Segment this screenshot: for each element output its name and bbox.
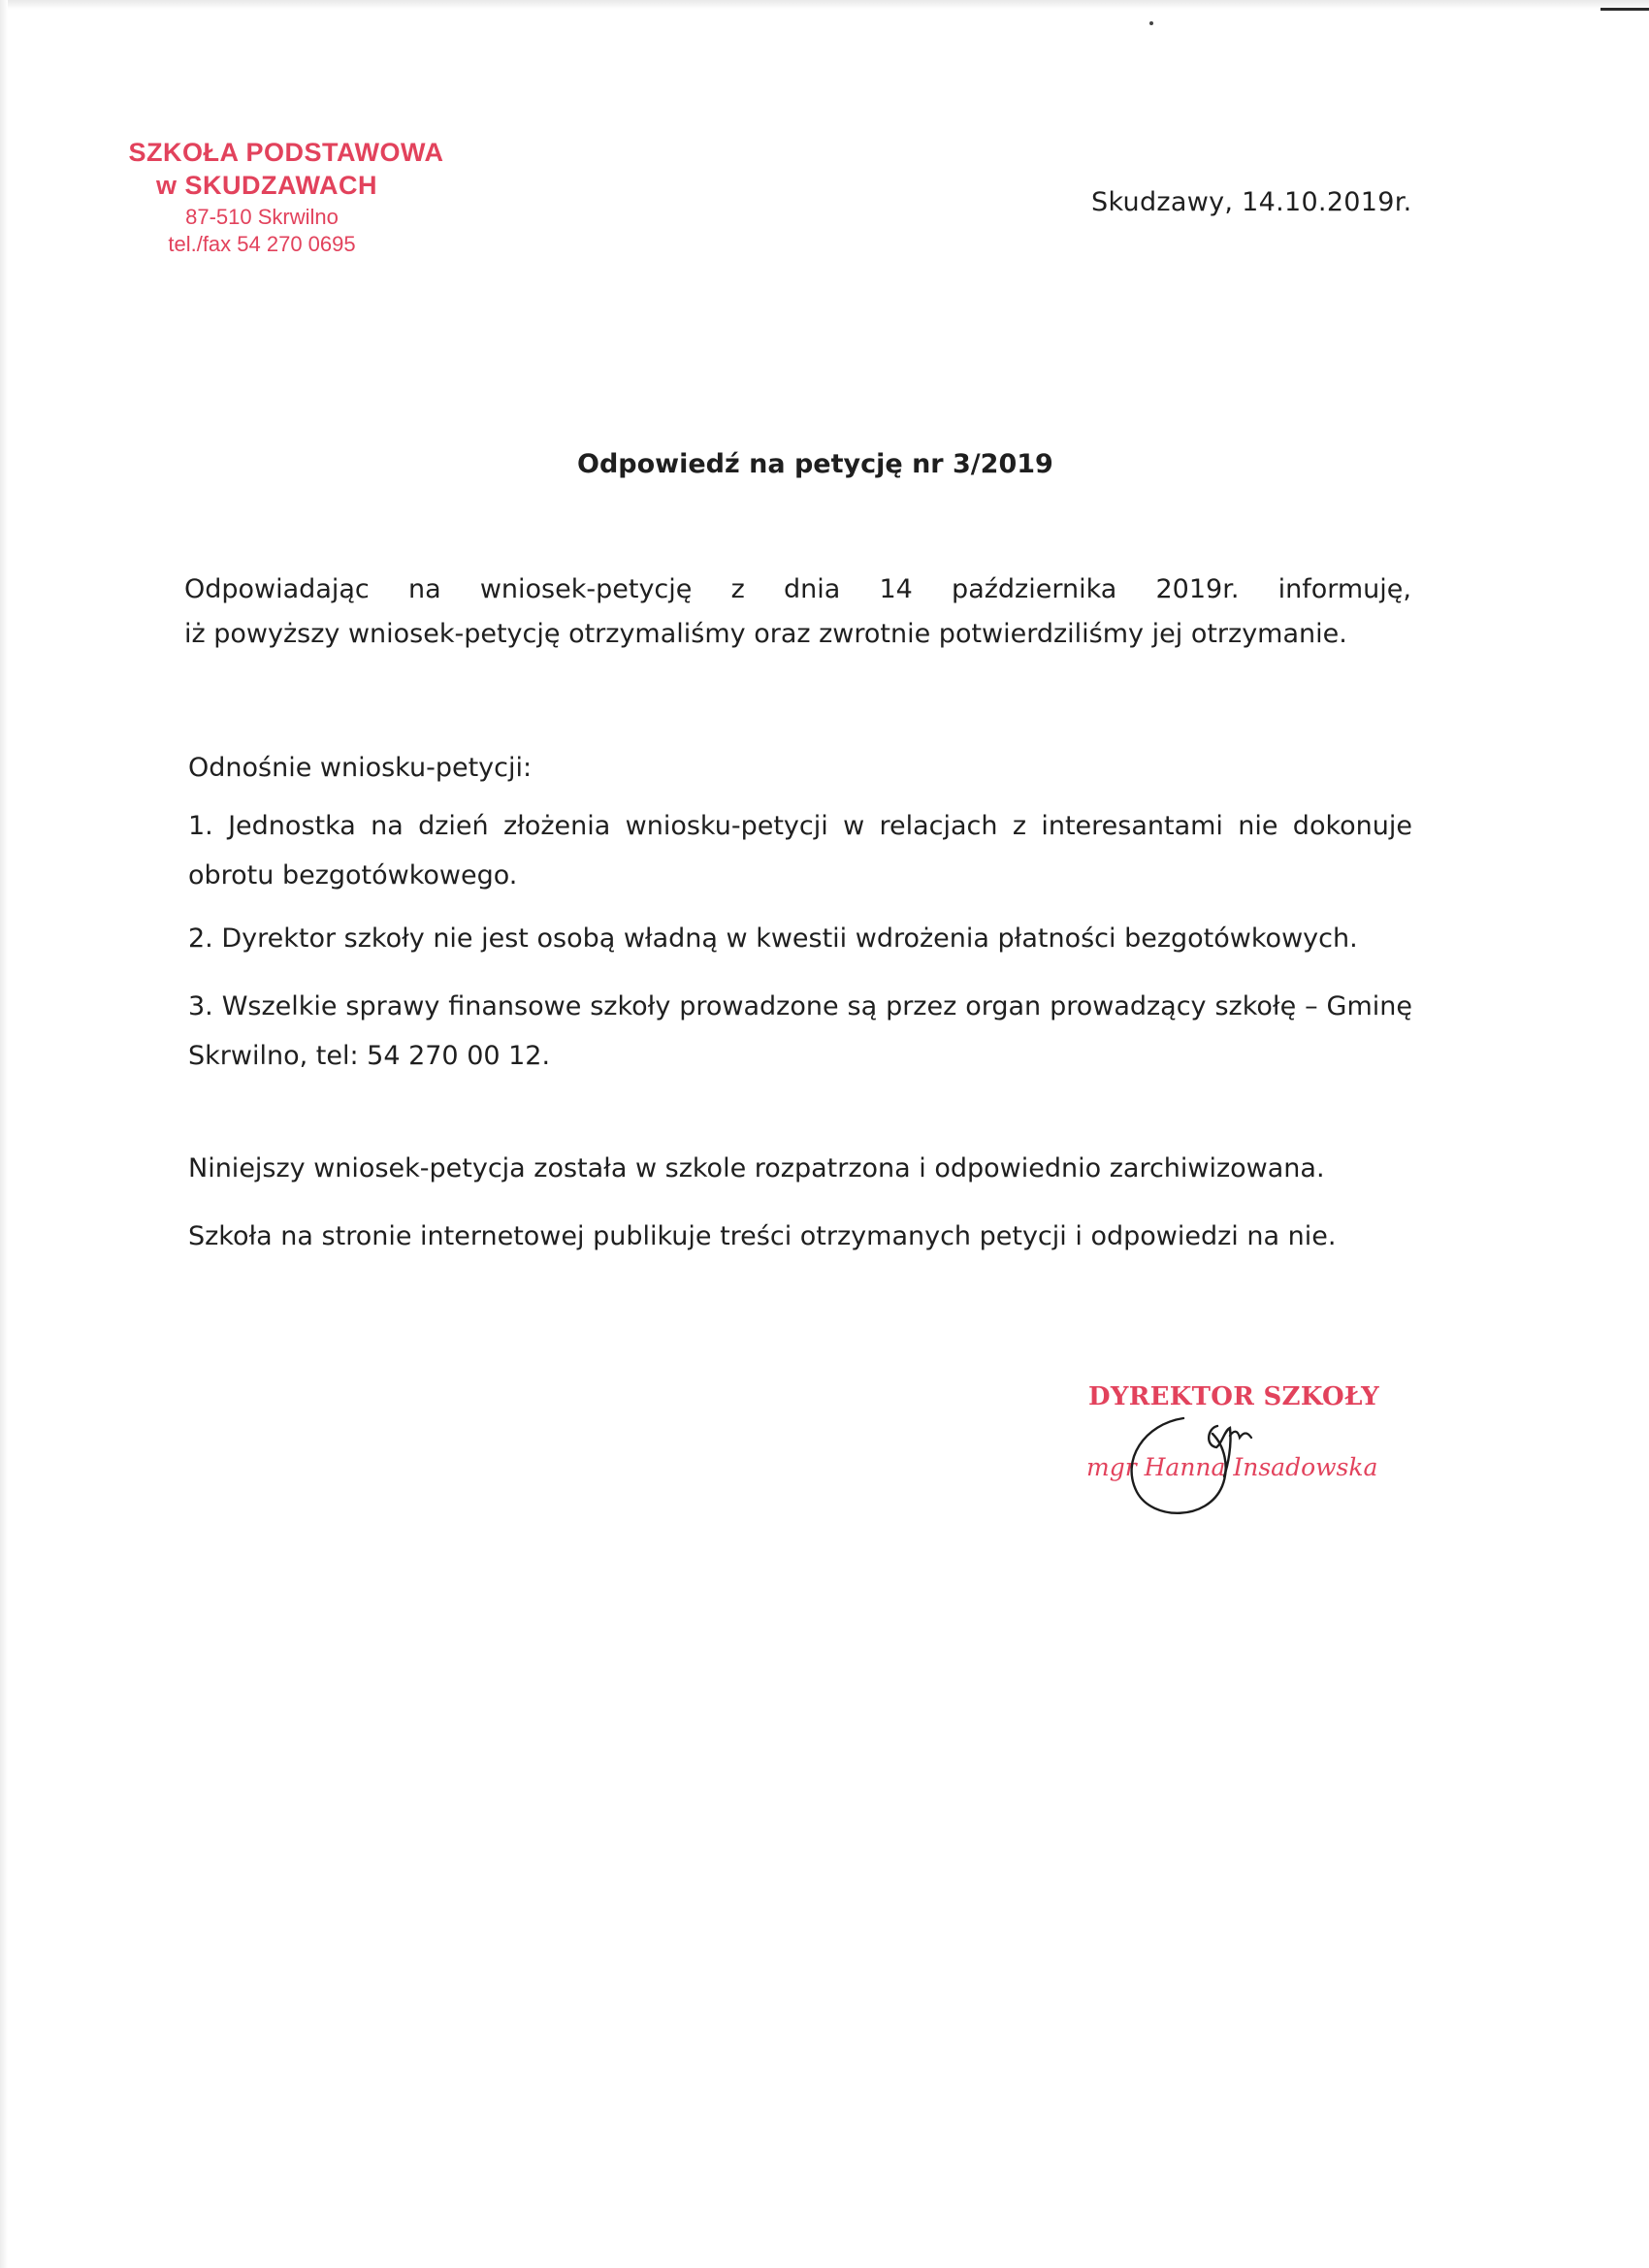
closing-line-1: Niniejszy wniosek-petycja została w szkole rozpatrzona i odpowiednio zarchiwizowana.: [188, 1153, 1325, 1183]
list-item-line-2: obrotu bezgotówkowego.: [188, 860, 518, 891]
stamp-school-location: w SKUDZAWACH: [156, 171, 377, 200]
signature-name: mgr Hanna Insadowska: [1086, 1453, 1378, 1481]
scan-dot: [1149, 21, 1153, 25]
scan-edge-top: [0, 0, 1649, 10]
signature-title: DYREKTOR SZKOŁY: [1088, 1382, 1379, 1411]
school-stamp: [102, 136, 470, 258]
list-item-line-1: 1. Jednostka na dzień złożenia wniosku-petycji w relacjach z interesantami nie dokonuje: [188, 811, 1412, 841]
list-item: [188, 914, 1412, 963]
scan-edge-left: [0, 0, 8, 2268]
intro-line-2: iż powyższy wniosek-petycję otrzymaliśmy oraz zwrotnie potwierdziliśmy jej otrzymanie.: [184, 619, 1347, 649]
stamp-address: 87-510 Skrwilno: [185, 205, 339, 229]
closing-line-2: Szkoła na stronie internetowej publikuje treści otrzymanych petycji i odpowiedzi na nie.: [188, 1221, 1337, 1251]
list-item: [188, 801, 1412, 900]
list-item: [188, 982, 1412, 1081]
intro-line-1: Odpowiadając na wniosek-petycję z dnia 14 października 2019r. informuję,: [184, 574, 1411, 604]
scan-mark: [1600, 8, 1649, 11]
letter-title: Odpowiedź na petycję nr 3/2019: [577, 449, 1053, 479]
letter-date: Skudzawy, 14.10.2019r.: [1091, 187, 1412, 217]
handwritten-signature-icon: [1116, 1407, 1310, 1533]
list-item-line-2: Skrwilno, tel: 54 270 00 12.: [188, 1041, 551, 1071]
stamp-phone: tel./fax 54 270 0695: [168, 232, 356, 256]
list-item-line-1: 2. Dyrektor szkoły nie jest osobą władną w kwestii wdrożenia płatności bezgotówkowych.: [188, 923, 1358, 954]
regarding-heading: Odnośnie wniosku-petycji:: [188, 753, 533, 783]
list-item-line-1: 3. Wszelkie sprawy finansowe szkoły prowadzone są przez organ prowadzący szkołę – Gminę: [188, 991, 1412, 1021]
stamp-school-name: SZKOŁA PODSTAWOWA: [128, 138, 444, 167]
